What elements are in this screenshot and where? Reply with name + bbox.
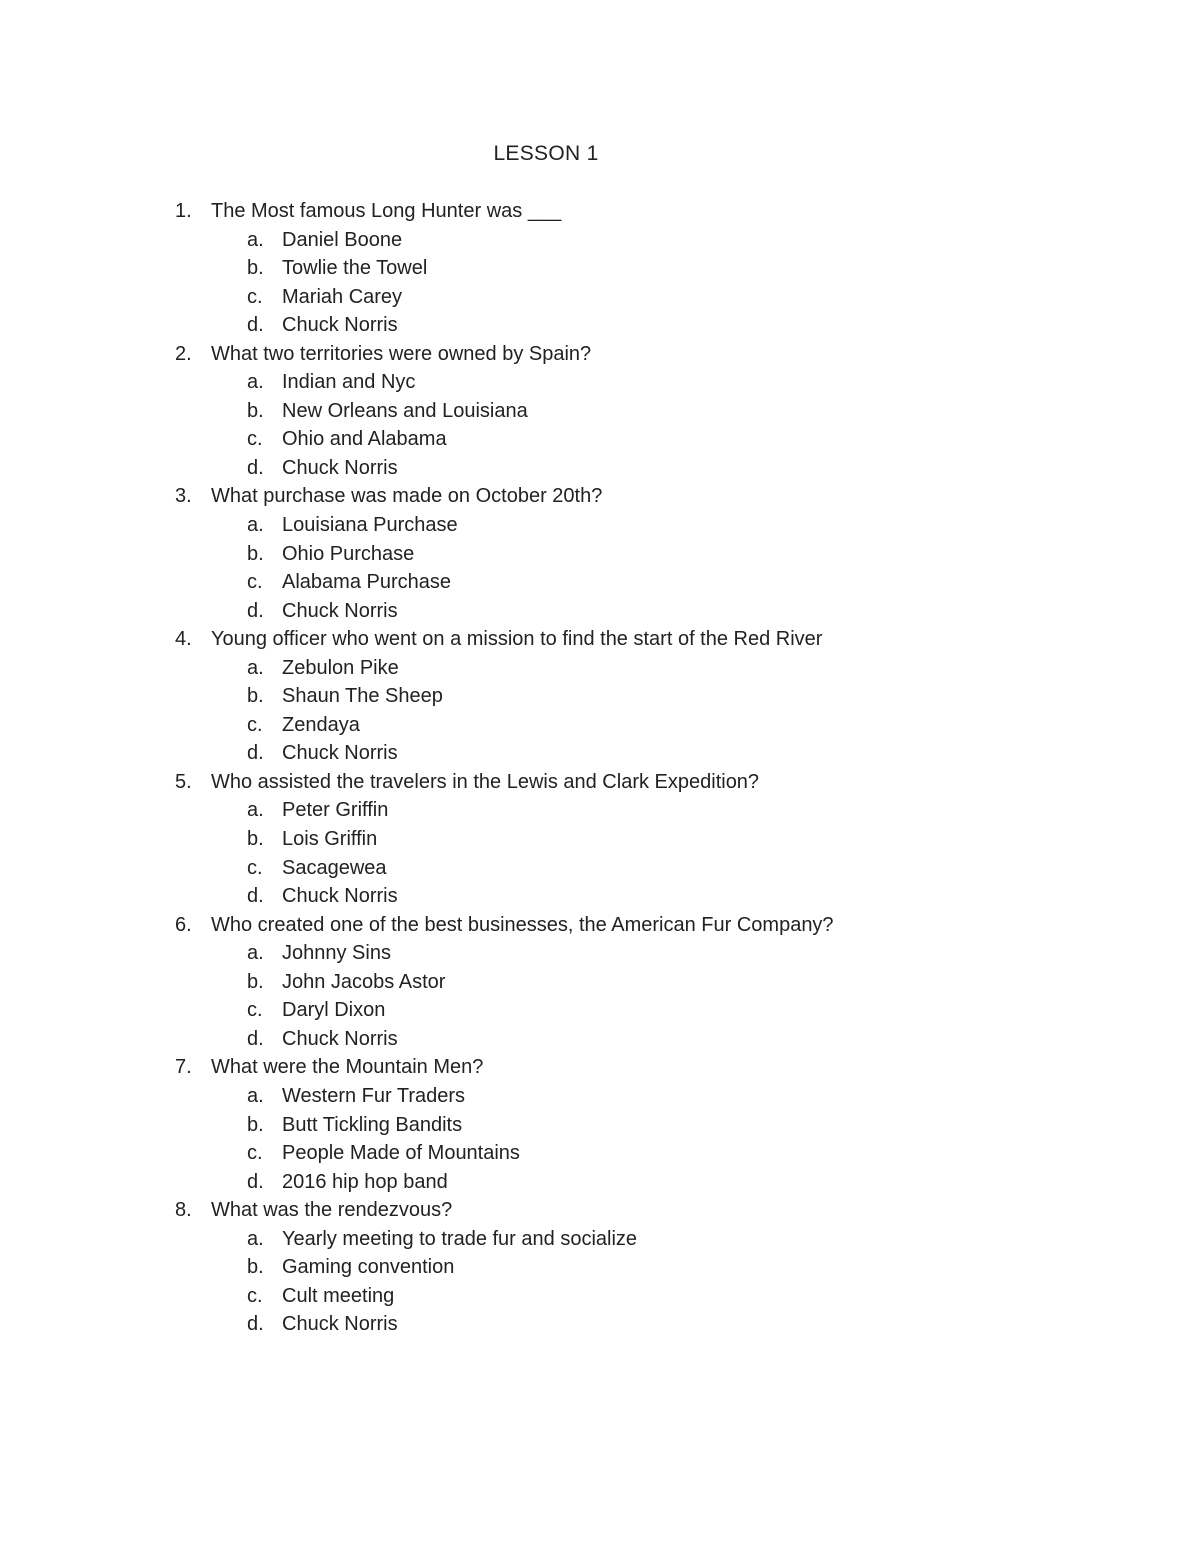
answer-option xyxy=(0,882,1200,911)
option-text: Chuck Norris xyxy=(282,1313,398,1336)
answer-option xyxy=(0,311,1200,340)
option-letter: c. xyxy=(247,285,263,308)
question-text: What were the Mountain Men? xyxy=(211,1056,484,1079)
answer-option xyxy=(0,1025,1200,1054)
answer-option xyxy=(0,854,1200,883)
question-number: 6. xyxy=(175,913,192,936)
answer-option xyxy=(0,1310,1200,1339)
option-letter: c. xyxy=(247,428,263,451)
option-text: Johnny Sins xyxy=(282,942,391,965)
option-letter: c. xyxy=(247,999,263,1022)
question-item xyxy=(0,1053,1200,1082)
option-text: Peter Griffin xyxy=(282,799,389,822)
answer-option xyxy=(0,597,1200,626)
option-letter: b. xyxy=(247,542,264,565)
option-text: Sacagewea xyxy=(282,856,387,879)
answer-option xyxy=(0,654,1200,683)
answer-option xyxy=(0,568,1200,597)
option-text: New Orleans and Louisiana xyxy=(282,399,528,422)
question-item xyxy=(0,1196,1200,1225)
option-text: Daryl Dixon xyxy=(282,999,386,1022)
option-text: Yearly meeting to trade fur and socialize xyxy=(282,1227,638,1250)
question-text: The Most famous Long Hunter was ___ xyxy=(211,200,562,222)
option-letter: a. xyxy=(247,656,264,679)
option-letter: d. xyxy=(247,1313,264,1336)
question-text: Who assisted the travelers in the Lewis and Clark Expedition? xyxy=(211,770,760,793)
option-letter: a. xyxy=(247,1227,264,1250)
question-number: 5. xyxy=(175,770,192,793)
answer-option xyxy=(0,711,1200,740)
option-letter: a. xyxy=(247,371,264,394)
option-letter: c. xyxy=(247,713,263,736)
option-letter: a. xyxy=(247,799,264,822)
answer-option xyxy=(0,226,1200,255)
question-text: What two territories were owned by Spain? xyxy=(211,342,592,365)
question-text: Who created one of the best businesses, the American Fur Company? xyxy=(211,913,834,936)
option-text: Louisiana Purchase xyxy=(282,514,458,537)
option-letter: c. xyxy=(247,1284,263,1307)
answer-option xyxy=(0,996,1200,1025)
option-text: Ohio Purchase xyxy=(282,542,415,565)
option-text: John Jacobs Astor xyxy=(282,970,446,993)
answer-option xyxy=(0,796,1200,825)
option-text: Indian and Nyc xyxy=(282,371,416,394)
answer-option xyxy=(0,1168,1200,1197)
answer-option xyxy=(0,283,1200,312)
answer-option xyxy=(0,1253,1200,1282)
option-text: Gaming convention xyxy=(282,1256,455,1279)
question-text: Young officer who went on a mission to find the start of the Red River xyxy=(211,628,823,651)
option-text: Western Fur Traders xyxy=(282,1084,466,1107)
question-item xyxy=(0,768,1200,797)
option-text: Butt Tickling Bandits xyxy=(282,1113,463,1136)
option-letter: b. xyxy=(247,828,264,851)
option-text: Zendaya xyxy=(282,713,360,736)
answer-option xyxy=(0,254,1200,283)
option-text: Alabama Purchase xyxy=(282,571,451,594)
option-letter: d. xyxy=(247,742,264,765)
option-text: Chuck Norris xyxy=(282,599,398,622)
question-item xyxy=(0,482,1200,511)
answer-option xyxy=(0,939,1200,968)
question-number: 3. xyxy=(175,485,192,508)
option-text: People Made of Mountains xyxy=(282,1142,520,1165)
question-number: 1. xyxy=(175,200,192,222)
option-letter: d. xyxy=(247,1027,264,1050)
answer-option xyxy=(0,1111,1200,1140)
question-number: 2. xyxy=(175,342,192,365)
option-text: Mariah Carey xyxy=(282,285,403,308)
option-text: Chuck Norris xyxy=(282,885,398,908)
answer-option xyxy=(0,425,1200,454)
answer-option xyxy=(0,1225,1200,1254)
option-letter: c. xyxy=(247,1142,263,1165)
answer-option xyxy=(0,397,1200,426)
option-letter: c. xyxy=(247,571,263,594)
option-text: Towlie the Towel xyxy=(282,257,428,280)
option-text: Chuck Norris xyxy=(282,1027,398,1050)
question-item xyxy=(0,197,1200,226)
option-letter: b. xyxy=(247,1113,264,1136)
question-number: 8. xyxy=(175,1199,192,1222)
question-text: What was the rendezvous? xyxy=(211,1199,453,1222)
answer-option xyxy=(0,511,1200,540)
option-letter: d. xyxy=(247,1170,264,1193)
option-text: Cult meeting xyxy=(282,1284,395,1307)
option-letter: a. xyxy=(247,514,264,537)
answer-option xyxy=(0,540,1200,569)
question-item xyxy=(0,625,1200,654)
option-letter: a. xyxy=(247,228,264,251)
option-text: Ohio and Alabama xyxy=(282,428,447,451)
option-letter: b. xyxy=(247,970,264,993)
option-letter: a. xyxy=(247,942,264,965)
option-text: Zebulon Pike xyxy=(282,656,399,679)
answer-option xyxy=(0,1282,1200,1311)
option-letter: d. xyxy=(247,885,264,908)
answer-option xyxy=(0,968,1200,997)
question-item xyxy=(0,340,1200,369)
option-letter: a. xyxy=(247,1084,264,1107)
answer-option xyxy=(0,368,1200,397)
option-text: 2016 hip hop band xyxy=(282,1170,448,1193)
answer-option xyxy=(0,454,1200,483)
answer-option xyxy=(0,825,1200,854)
option-letter: b. xyxy=(247,399,264,422)
question-number: 4. xyxy=(175,628,192,651)
question-item xyxy=(0,911,1200,940)
option-letter: d. xyxy=(247,456,264,479)
option-letter: b. xyxy=(247,257,264,280)
answer-option xyxy=(0,682,1200,711)
option-letter: d. xyxy=(247,599,264,622)
option-letter: b. xyxy=(247,685,264,708)
answer-option xyxy=(0,1139,1200,1168)
option-text: Daniel Boone xyxy=(282,228,403,251)
option-letter: c. xyxy=(247,856,263,879)
option-text: Chuck Norris xyxy=(282,314,398,337)
question-number: 7. xyxy=(175,1056,192,1079)
answer-option xyxy=(0,1082,1200,1111)
question-text: What purchase was made on October 20th? xyxy=(211,485,603,508)
option-letter: b. xyxy=(247,1256,264,1279)
page-title: LESSON 1 xyxy=(493,142,599,165)
option-text: Lois Griffin xyxy=(282,828,378,851)
option-text: Chuck Norris xyxy=(282,456,398,479)
option-text: Shaun The Sheep xyxy=(282,685,443,708)
question-list xyxy=(0,197,1200,1339)
option-letter: d. xyxy=(247,314,264,337)
answer-option xyxy=(0,739,1200,768)
option-text: Chuck Norris xyxy=(282,742,398,765)
